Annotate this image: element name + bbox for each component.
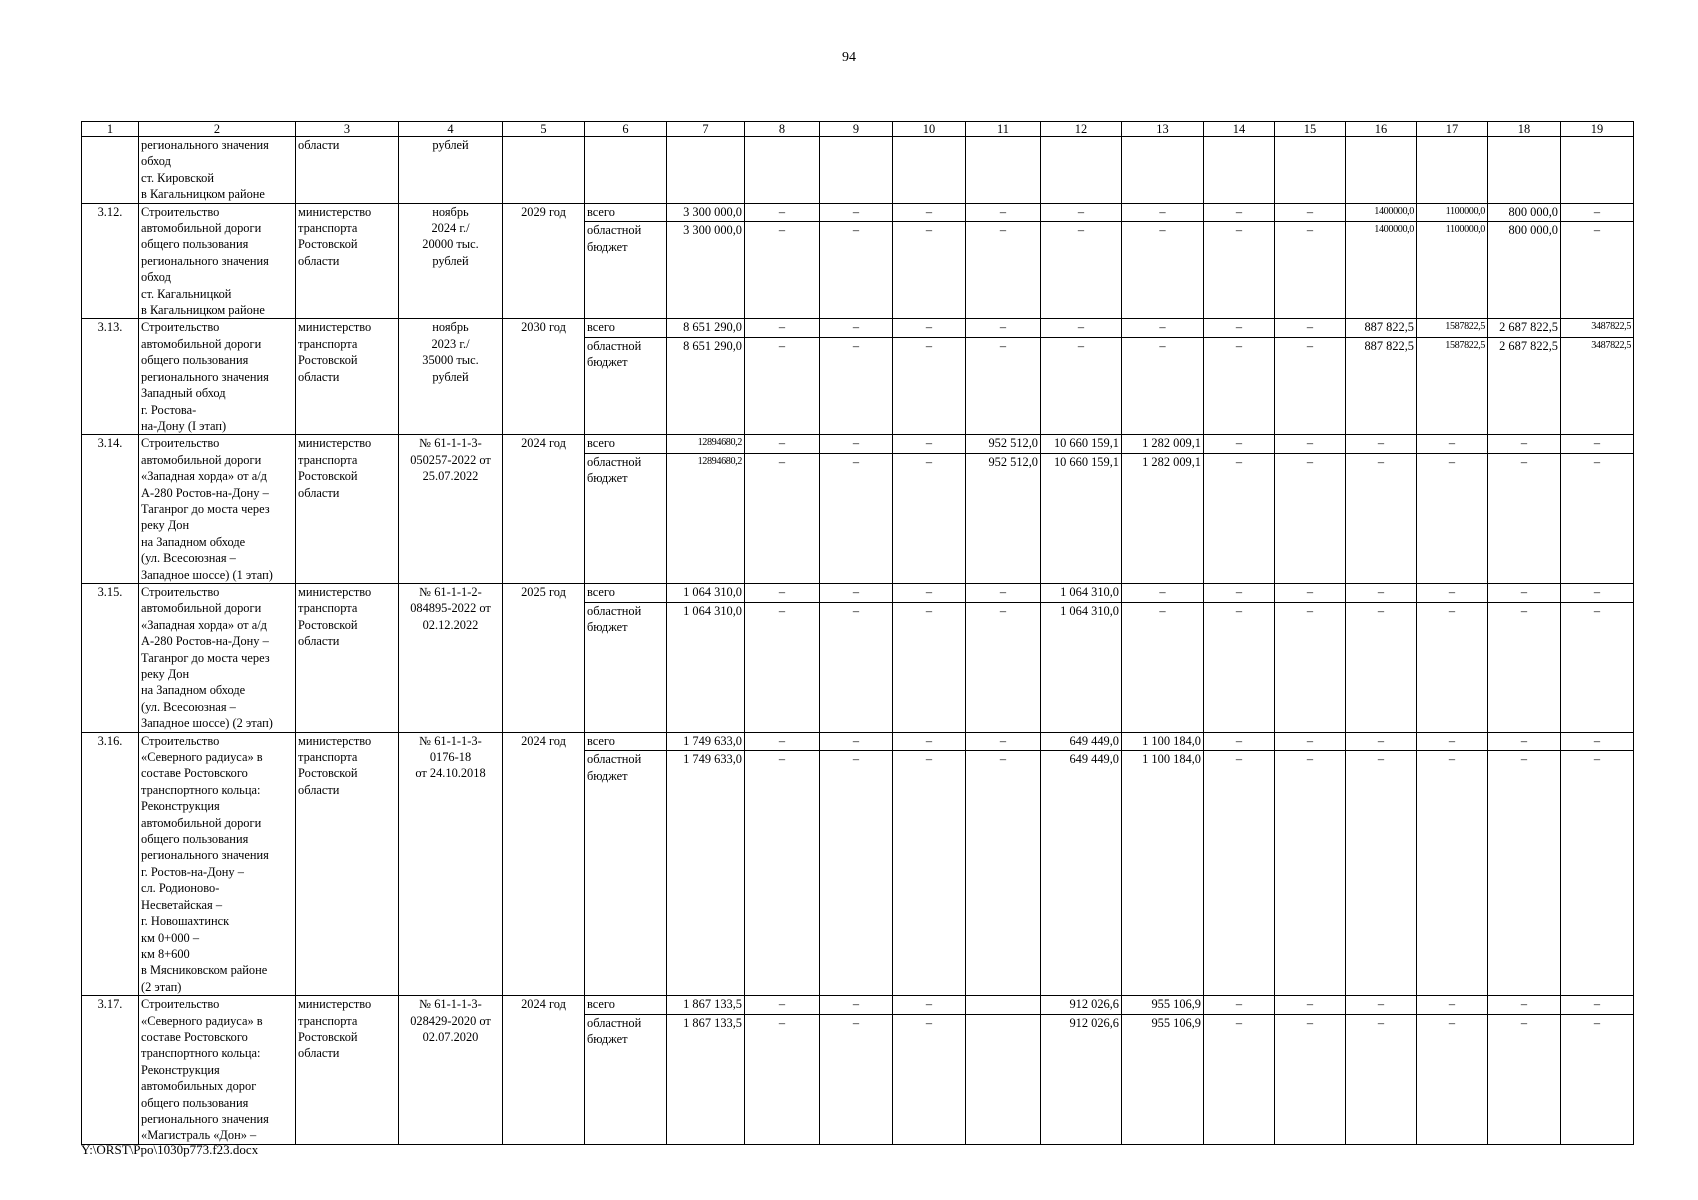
continuation-row bbox=[82, 137, 1634, 204]
amount-budget-col-17: 1587822,5 bbox=[1417, 338, 1488, 435]
object-name: Строительство автомобильной дороги общего пользования регионального значения обход ст. Кагальницкой в Кагальницком районе bbox=[139, 203, 296, 319]
amount-budget-col-10: – bbox=[893, 454, 966, 584]
funding-source-regional-budget: областной бюджет bbox=[585, 602, 667, 732]
funding-source-total: всего bbox=[585, 319, 667, 338]
amount-total-col-14: – bbox=[1204, 435, 1275, 454]
amount-budget-col-19: 3487822,5 bbox=[1561, 338, 1634, 435]
amount-budget-col-15: – bbox=[1275, 1014, 1346, 1144]
completion-year: 2030 год bbox=[503, 319, 585, 435]
amount-budget-col-7: 1 867 133,5 bbox=[667, 1014, 745, 1144]
amount-budget-col-7: 1 749 633,0 bbox=[667, 751, 745, 996]
amount-budget-col-11: 952 512,0 bbox=[966, 454, 1041, 584]
amount-total-col-8: – bbox=[745, 203, 820, 222]
amount-budget-col-17: – bbox=[1417, 751, 1488, 996]
amount-budget-col-7: 1 064 310,0 bbox=[667, 602, 745, 732]
amount-total-col-12: 649 449,0 bbox=[1041, 732, 1122, 751]
amount-total-col-19: – bbox=[1561, 203, 1634, 222]
amount-total-col-10: – bbox=[893, 319, 966, 338]
amount-total-col-13: – bbox=[1122, 319, 1204, 338]
amount-budget-col-7: 8 651 290,0 bbox=[667, 338, 745, 435]
object-row-total bbox=[82, 732, 1634, 751]
object-name: Строительство автомобильной дороги «Западная хорда» от а/д А-280 Ростов-на-Дону – Таганрог до моста через реку Дон на Западном обходе (ул. Всесоюзная – Западное шоссе) (1 этап) bbox=[139, 435, 296, 584]
amount-total-col-9: – bbox=[820, 203, 893, 222]
completion-year: 2024 год bbox=[503, 435, 585, 584]
amount-budget-col-9: – bbox=[820, 222, 893, 319]
column-number: 12 bbox=[1041, 122, 1122, 137]
amount-budget-col-15: – bbox=[1275, 222, 1346, 319]
amount-total-col-18: – bbox=[1488, 996, 1561, 1015]
design-document: № 61-1-1-3- 0176-18 от 24.10.2018 bbox=[399, 732, 503, 996]
amount-total-col-12: 1 064 310,0 bbox=[1041, 583, 1122, 602]
amount-budget-col-16: – bbox=[1346, 454, 1417, 584]
column-number: 8 bbox=[745, 122, 820, 137]
funding-source-total: всего bbox=[585, 732, 667, 751]
amount-total-col-15: – bbox=[1275, 583, 1346, 602]
amount-budget-col-14: – bbox=[1204, 222, 1275, 319]
amount-budget-col-11 bbox=[966, 1014, 1041, 1144]
amount-total-col-19: – bbox=[1561, 996, 1634, 1015]
amount-budget-col-18: – bbox=[1488, 454, 1561, 584]
amount-budget-col-19: – bbox=[1561, 1014, 1634, 1144]
amount-total-col-11: – bbox=[966, 732, 1041, 751]
amount-budget-col-16: – bbox=[1346, 751, 1417, 996]
amount-budget-col-18: 800 000,0 bbox=[1488, 222, 1561, 319]
amount-budget-col-10: – bbox=[893, 751, 966, 996]
amount-total-col-15: – bbox=[1275, 319, 1346, 338]
amount-total-col-10: – bbox=[893, 203, 966, 222]
amount-budget-col-8: – bbox=[745, 1014, 820, 1144]
amount-total-col-18: – bbox=[1488, 435, 1561, 454]
amount-total-col-12: – bbox=[1041, 319, 1122, 338]
column-number: 9 bbox=[820, 122, 893, 137]
column-number: 14 bbox=[1204, 122, 1275, 137]
amount-total-col-13: 1 282 009,1 bbox=[1122, 435, 1204, 454]
amount-budget-col-15: – bbox=[1275, 338, 1346, 435]
amount-total-col-12: 10 660 159,1 bbox=[1041, 435, 1122, 454]
amount-budget-col-12: 10 660 159,1 bbox=[1041, 454, 1122, 584]
amount-total-col-13: – bbox=[1122, 203, 1204, 222]
cell-empty bbox=[585, 137, 667, 204]
amount-total-col-11: – bbox=[966, 203, 1041, 222]
amount-budget-col-13: – bbox=[1122, 222, 1204, 319]
object-row-total bbox=[82, 203, 1634, 222]
amount-total-col-15: – bbox=[1275, 996, 1346, 1015]
amount-budget-col-16: 1400000,0 bbox=[1346, 222, 1417, 319]
amount-budget-col-9: – bbox=[820, 751, 893, 996]
object-row-total bbox=[82, 319, 1634, 338]
amount-budget-col-9: – bbox=[820, 338, 893, 435]
amount-total-col-9: – bbox=[820, 435, 893, 454]
amount-total-col-7: 12894680,2 bbox=[667, 435, 745, 454]
amount-total-col-8: – bbox=[745, 996, 820, 1015]
column-number: 6 bbox=[585, 122, 667, 137]
cell-empty bbox=[82, 137, 139, 204]
amount-total-col-17: – bbox=[1417, 435, 1488, 454]
amount-total-col-14: – bbox=[1204, 583, 1275, 602]
responsible-executor: министерство транспорта Ростовской области bbox=[296, 732, 399, 996]
amount-budget-col-12: 1 064 310,0 bbox=[1041, 602, 1122, 732]
amount-budget-col-19: – bbox=[1561, 222, 1634, 319]
file-path-footer: Y:\ORST\Ppo\1030p773.f23.docx bbox=[81, 1142, 259, 1157]
design-document: № 61-1-1-2- 084895-2022 от 02.12.2022 bbox=[399, 583, 503, 732]
column-number: 11 bbox=[966, 122, 1041, 137]
amount-budget-col-8: – bbox=[745, 602, 820, 732]
completion-year: 2024 год bbox=[503, 996, 585, 1145]
cell-empty bbox=[1275, 137, 1346, 204]
amount-total-col-12: – bbox=[1041, 203, 1122, 222]
column-number: 19 bbox=[1561, 122, 1634, 137]
design-document: № 61-1-1-3- 028429-2020 от 02.07.2020 bbox=[399, 996, 503, 1145]
amount-budget-col-14: – bbox=[1204, 1014, 1275, 1144]
amount-total-col-17: 1100000,0 bbox=[1417, 203, 1488, 222]
responsible-executor: министерство транспорта Ростовской области bbox=[296, 319, 399, 435]
amount-budget-col-15: – bbox=[1275, 751, 1346, 996]
funding-source-total: всего bbox=[585, 203, 667, 222]
funding-source-regional-budget: областной бюджет bbox=[585, 338, 667, 435]
continued-document: рублей bbox=[399, 137, 503, 204]
completion-year: 2029 год bbox=[503, 203, 585, 319]
cell-empty bbox=[667, 137, 745, 204]
amount-budget-col-7: 3 300 000,0 bbox=[667, 222, 745, 319]
amount-budget-col-13: – bbox=[1122, 602, 1204, 732]
amount-total-col-11: 952 512,0 bbox=[966, 435, 1041, 454]
amount-total-col-7: 1 749 633,0 bbox=[667, 732, 745, 751]
amount-budget-col-8: – bbox=[745, 751, 820, 996]
amount-total-col-11: – bbox=[966, 583, 1041, 602]
column-number: 7 bbox=[667, 122, 745, 137]
design-document: № 61-1-1-3- 050257-2022 от 25.07.2022 bbox=[399, 435, 503, 584]
column-number: 10 bbox=[893, 122, 966, 137]
amount-budget-col-18: – bbox=[1488, 751, 1561, 996]
amount-budget-col-17: 1100000,0 bbox=[1417, 222, 1488, 319]
column-number: 18 bbox=[1488, 122, 1561, 137]
column-number: 15 bbox=[1275, 122, 1346, 137]
amount-total-col-17: 1587822,5 bbox=[1417, 319, 1488, 338]
amount-total-col-10: – bbox=[893, 732, 966, 751]
amount-budget-col-18: 2 687 822,5 bbox=[1488, 338, 1561, 435]
column-number: 3 bbox=[296, 122, 399, 137]
amount-budget-col-13: 1 282 009,1 bbox=[1122, 454, 1204, 584]
amount-budget-col-17: – bbox=[1417, 454, 1488, 584]
completion-year: 2025 год bbox=[503, 583, 585, 732]
amount-budget-col-16: – bbox=[1346, 602, 1417, 732]
column-number: 17 bbox=[1417, 122, 1488, 137]
amount-budget-col-13: – bbox=[1122, 338, 1204, 435]
object-number: 3.13. bbox=[82, 319, 139, 435]
amount-total-col-8: – bbox=[745, 435, 820, 454]
amount-total-col-19: 3487822,5 bbox=[1561, 319, 1634, 338]
amount-budget-col-19: – bbox=[1561, 454, 1634, 584]
responsible-executor: министерство транспорта Ростовской области bbox=[296, 203, 399, 319]
amount-total-col-18: 2 687 822,5 bbox=[1488, 319, 1561, 338]
cell-empty bbox=[1041, 137, 1122, 204]
amount-total-col-19: – bbox=[1561, 583, 1634, 602]
amount-total-col-14: – bbox=[1204, 319, 1275, 338]
object-name: Строительство «Северного радиуса» в составе Ростовского транспортного кольца: Реконструкция автомобильной дороги общего пользования регионального значения г. Ростов-на-Дону – сл. Родионово- Несветайская – г. Новошахтинск км 0+000 – км 8+600 в Мясниковском районе (2 этап) bbox=[139, 732, 296, 996]
amount-total-col-11 bbox=[966, 996, 1041, 1015]
funding-source-total: всего bbox=[585, 996, 667, 1015]
amount-total-col-9: – bbox=[820, 583, 893, 602]
amount-total-col-14: – bbox=[1204, 996, 1275, 1015]
cell-empty bbox=[1561, 137, 1634, 204]
amount-total-col-19: – bbox=[1561, 435, 1634, 454]
object-name: Строительство автомобильной дороги общего пользования регионального значения Западный обход г. Ростова- на-Дону (I этап) bbox=[139, 319, 296, 435]
amount-budget-col-12: 912 026,6 bbox=[1041, 1014, 1122, 1144]
amount-budget-col-15: – bbox=[1275, 602, 1346, 732]
amount-budget-col-10: – bbox=[893, 1014, 966, 1144]
amount-total-col-7: 3 300 000,0 bbox=[667, 203, 745, 222]
page-number: 94 bbox=[842, 50, 856, 65]
design-document: ноябрь 2023 г./ 35000 тыс. рублей bbox=[399, 319, 503, 435]
amount-budget-col-14: – bbox=[1204, 454, 1275, 584]
amount-total-col-14: – bbox=[1204, 203, 1275, 222]
amount-total-col-18: – bbox=[1488, 732, 1561, 751]
cell-empty bbox=[1122, 137, 1204, 204]
amount-budget-col-11: – bbox=[966, 338, 1041, 435]
amount-total-col-19: – bbox=[1561, 732, 1634, 751]
amount-total-col-17: – bbox=[1417, 996, 1488, 1015]
amount-total-col-8: – bbox=[745, 732, 820, 751]
cell-empty bbox=[1488, 137, 1561, 204]
cell-empty bbox=[503, 137, 585, 204]
amount-total-col-15: – bbox=[1275, 732, 1346, 751]
amount-budget-col-7: 12894680,2 bbox=[667, 454, 745, 584]
column-number: 5 bbox=[503, 122, 585, 137]
object-row-total bbox=[82, 996, 1634, 1015]
object-name: Строительство автомобильной дороги «Западная хорда» от а/д А-280 Ростов-на-Дону – Таганрог до моста через реку Дон на Западном обходе (ул. Всесоюзная – Западное шоссе) (2 этап) bbox=[139, 583, 296, 732]
amount-total-col-9: – bbox=[820, 732, 893, 751]
amount-total-col-8: – bbox=[745, 583, 820, 602]
amount-total-col-13: 955 106,9 bbox=[1122, 996, 1204, 1015]
amount-budget-col-8: – bbox=[745, 222, 820, 319]
funding-source-regional-budget: областной бюджет bbox=[585, 454, 667, 584]
amount-total-col-10: – bbox=[893, 435, 966, 454]
amount-budget-col-16: – bbox=[1346, 1014, 1417, 1144]
amount-budget-col-12: – bbox=[1041, 338, 1122, 435]
amount-total-col-17: – bbox=[1417, 583, 1488, 602]
amount-budget-col-17: – bbox=[1417, 1014, 1488, 1144]
amount-budget-col-12: 649 449,0 bbox=[1041, 751, 1122, 996]
amount-total-col-10: – bbox=[893, 583, 966, 602]
amount-budget-col-18: – bbox=[1488, 602, 1561, 732]
amount-total-col-17: – bbox=[1417, 732, 1488, 751]
amount-total-col-7: 1 867 133,5 bbox=[667, 996, 745, 1015]
amount-budget-col-11: – bbox=[966, 751, 1041, 996]
amount-total-col-14: – bbox=[1204, 732, 1275, 751]
amount-budget-col-14: – bbox=[1204, 751, 1275, 996]
column-number: 4 bbox=[399, 122, 503, 137]
amount-budget-col-9: – bbox=[820, 454, 893, 584]
amount-budget-col-18: – bbox=[1488, 1014, 1561, 1144]
completion-year: 2024 год bbox=[503, 732, 585, 996]
amount-total-col-16: – bbox=[1346, 583, 1417, 602]
amount-budget-col-9: – bbox=[820, 602, 893, 732]
amount-total-col-16: – bbox=[1346, 996, 1417, 1015]
continued-executor: области bbox=[296, 137, 399, 204]
amount-total-col-18: 800 000,0 bbox=[1488, 203, 1561, 222]
object-row-total bbox=[82, 583, 1634, 602]
amount-total-col-11: – bbox=[966, 319, 1041, 338]
cell-empty bbox=[745, 137, 820, 204]
amount-budget-col-11: – bbox=[966, 602, 1041, 732]
amount-total-col-15: – bbox=[1275, 203, 1346, 222]
cell-empty bbox=[1204, 137, 1275, 204]
cell-empty bbox=[1346, 137, 1417, 204]
cell-empty bbox=[893, 137, 966, 204]
amount-budget-col-8: – bbox=[745, 338, 820, 435]
amount-total-col-8: – bbox=[745, 319, 820, 338]
amount-budget-col-19: – bbox=[1561, 751, 1634, 996]
cell-empty bbox=[966, 137, 1041, 204]
amount-total-col-9: – bbox=[820, 996, 893, 1015]
amount-budget-col-10: – bbox=[893, 338, 966, 435]
object-name: Строительство «Северного радиуса» в составе Ростовского транспортного кольца: Реконструкция автомобильных дорог общего пользования регионального значения «Магистраль «Дон» – bbox=[139, 996, 296, 1145]
amount-total-col-16: – bbox=[1346, 435, 1417, 454]
object-row-total bbox=[82, 435, 1634, 454]
amount-total-col-7: 1 064 310,0 bbox=[667, 583, 745, 602]
amount-budget-col-12: – bbox=[1041, 222, 1122, 319]
amount-total-col-15: – bbox=[1275, 435, 1346, 454]
amount-budget-col-10: – bbox=[893, 222, 966, 319]
amount-budget-col-19: – bbox=[1561, 602, 1634, 732]
object-number: 3.15. bbox=[82, 583, 139, 732]
continued-object-name: регионального значения обход ст. Кировской в Кагальницком районе bbox=[139, 137, 296, 204]
amount-total-col-18: – bbox=[1488, 583, 1561, 602]
amount-budget-col-11: – bbox=[966, 222, 1041, 319]
column-number: 16 bbox=[1346, 122, 1417, 137]
amount-total-col-9: – bbox=[820, 319, 893, 338]
amount-total-col-16: – bbox=[1346, 732, 1417, 751]
program-table bbox=[81, 121, 1634, 1145]
column-number: 2 bbox=[139, 122, 296, 137]
cell-empty bbox=[820, 137, 893, 204]
amount-budget-col-13: 1 100 184,0 bbox=[1122, 751, 1204, 996]
cell-empty bbox=[1417, 137, 1488, 204]
funding-source-regional-budget: областной бюджет bbox=[585, 222, 667, 319]
design-document: ноябрь 2024 г./ 20000 тыс. рублей bbox=[399, 203, 503, 319]
amount-budget-col-9: – bbox=[820, 1014, 893, 1144]
responsible-executor: министерство транспорта Ростовской области bbox=[296, 435, 399, 584]
amount-total-col-10: – bbox=[893, 996, 966, 1015]
amount-budget-col-14: – bbox=[1204, 602, 1275, 732]
amount-total-col-12: 912 026,6 bbox=[1041, 996, 1122, 1015]
object-number: 3.12. bbox=[82, 203, 139, 319]
funding-source-total: всего bbox=[585, 435, 667, 454]
amount-total-col-16: 1400000,0 bbox=[1346, 203, 1417, 222]
amount-budget-col-13: 955 106,9 bbox=[1122, 1014, 1204, 1144]
responsible-executor: министерство транспорта Ростовской области bbox=[296, 583, 399, 732]
funding-source-regional-budget: областной бюджет bbox=[585, 1014, 667, 1144]
column-number: 1 bbox=[82, 122, 139, 137]
amount-budget-col-10: – bbox=[893, 602, 966, 732]
funding-source-total: всего bbox=[585, 583, 667, 602]
amount-budget-col-8: – bbox=[745, 454, 820, 584]
amount-total-col-13: – bbox=[1122, 583, 1204, 602]
amount-total-col-13: 1 100 184,0 bbox=[1122, 732, 1204, 751]
funding-source-regional-budget: областной бюджет bbox=[585, 751, 667, 996]
amount-budget-col-16: 887 822,5 bbox=[1346, 338, 1417, 435]
responsible-executor: министерство транспорта Ростовской области bbox=[296, 996, 399, 1145]
column-number: 13 bbox=[1122, 122, 1204, 137]
amount-total-col-7: 8 651 290,0 bbox=[667, 319, 745, 338]
amount-budget-col-14: – bbox=[1204, 338, 1275, 435]
object-number: 3.17. bbox=[82, 996, 139, 1145]
object-number: 3.16. bbox=[82, 732, 139, 996]
object-number: 3.14. bbox=[82, 435, 139, 584]
amount-budget-col-17: – bbox=[1417, 602, 1488, 732]
amount-budget-col-15: – bbox=[1275, 454, 1346, 584]
amount-total-col-16: 887 822,5 bbox=[1346, 319, 1417, 338]
column-number-row bbox=[82, 122, 1634, 137]
